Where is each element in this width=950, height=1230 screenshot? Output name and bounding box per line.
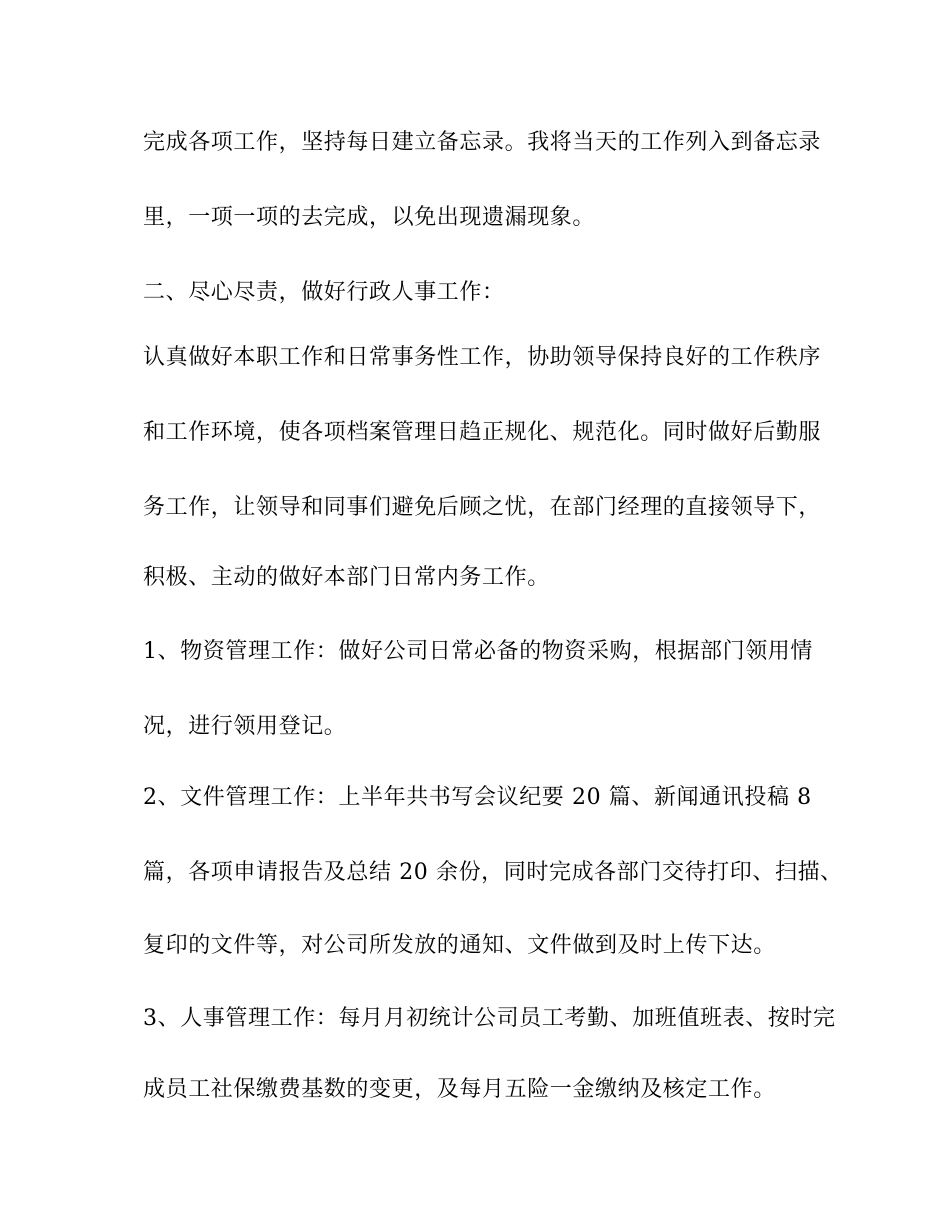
list-item-line: 复印的文件等，对公司所发放的通知、文件做到及时上传下达。 — [143, 933, 776, 958]
text-line: 务工作，让领导和同事们避免后顾之忧，在部门经理的直接领导下， — [143, 495, 822, 520]
text-line: 积极、主动的做好本部门日常内务工作。 — [143, 565, 550, 590]
section-heading: 二、尽心尽责，做好行政人事工作： — [143, 280, 505, 305]
list-item-line: 篇，各项申请报告及总结 20 余份，同时完成各部门交待打印、扫描、 — [143, 860, 843, 885]
text-line: 认真做好本职工作和日常事务性工作，协助领导保持良好的工作秩序 — [143, 345, 822, 370]
list-item-line: 1、物资管理工作：做好公司日常必备的物资采购，根据部门领用情 — [143, 639, 813, 664]
text-line: 里，一项一项的去完成，以免出现遗漏现象。 — [143, 205, 596, 230]
list-item-line: 2、文件管理工作：上半年共书写会议纪要 20 篇、新闻通讯投稿 8 — [143, 785, 812, 810]
list-item-line: 3、人事管理工作：每月月初统计公司员工考勤、加班值班表、按时完 — [143, 1006, 836, 1031]
list-item-line: 况，进行领用登记。 — [143, 714, 347, 739]
text-line: 完成各项工作，坚持每日建立备忘录。我将当天的工作列入到备忘录 — [143, 130, 822, 155]
list-item-line: 成员工社保缴费基数的变更，及每月五险一金缴纳及核定工作。 — [143, 1077, 776, 1102]
text-line: 和工作环境，使各项档案管理日趋正规化、规范化。同时做好后勤服 — [143, 420, 822, 445]
